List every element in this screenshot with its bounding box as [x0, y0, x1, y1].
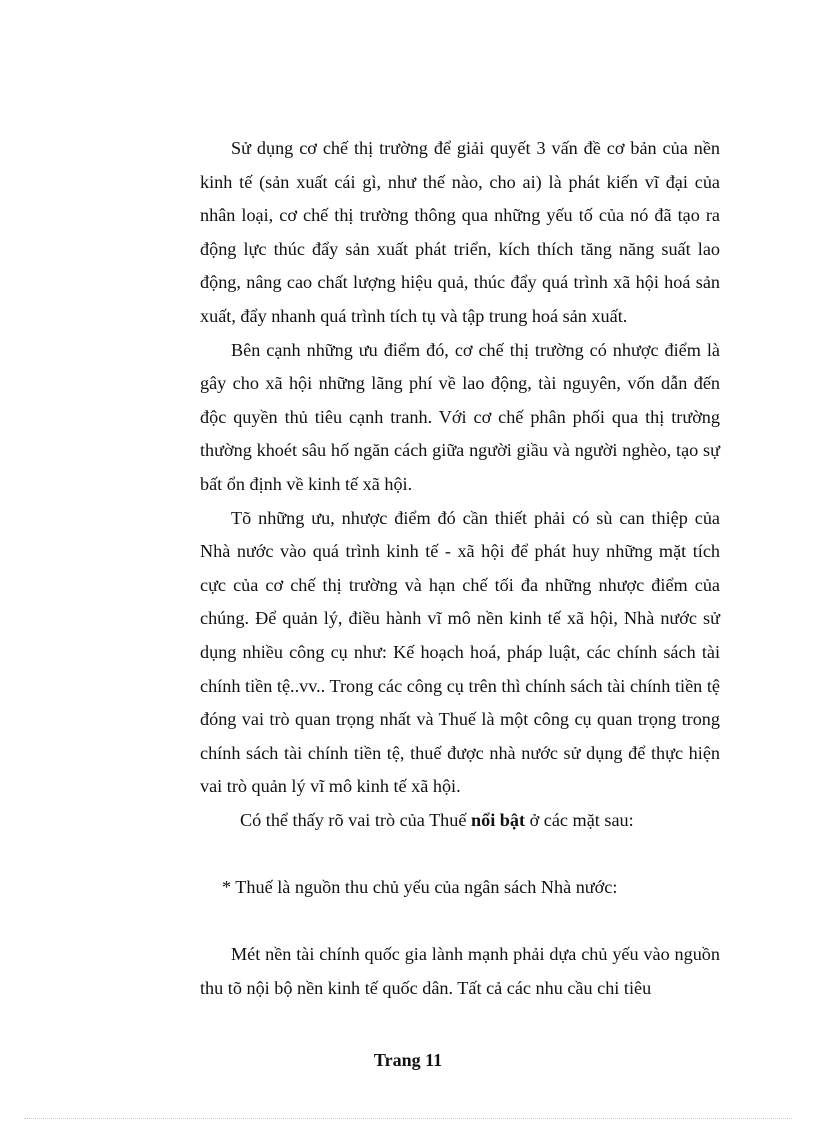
- page-number: Trang 11: [373, 1050, 443, 1070]
- paragraph-market-mechanism: Sử dụng cơ chế thị trường để giải quyết 3 vấn đề cơ bản của nền kinh tế (sản xuất cái gì, như thế nào, cho ai) là phát kiến vĩ đại của nhân loại, cơ chế thị trường thông qua những yếu tố của nó đã tạo ra động lực thúc đẩy sản xuất phát triển, kích thích tăng năng suất lao động, nâng cao chất lượng hiệu quả, thúc đẩy quá trình xã hội hoá sản xuất, đẩy nhanh quá trình tích tụ và tập trung hoá sản xuất.: [200, 138, 720, 326]
- paragraph-national-finance: Mét nền tài chính quốc gia lành mạnh phải dựa chủ yếu vào nguồn thu tõ nội bộ nền kinh tế quốc dân. Tất cả các nhu cầu chi tiêu: [200, 944, 720, 998]
- paragraph-state-intervention: Tõ những ưu, nhược điểm đó cần thiết phải có sù can thiệp của Nhà nước vào quá trình kinh tế - xã hội để phát huy những mặt tích cực của cơ chế thị trường và hạn chế tối đa những nhược điểm của chúng. Để quản lý, điều hành vĩ mô nền kinh tế xã hội, Nhà nước sử dụng nhiều công cụ như: Kế hoạch hoá, pháp luật, các chính sách tài chính tiền tệ..vv.. Trong các công cụ trên thì chính sách tài chính tiền tệ đóng vai trò quan trọng nhất và Thuế là một công cụ quan trọng trong chính sách tài chính tiền tệ, thuế được nhà nước sử dụng để thực hiện vai trò quản lý vĩ mô kinh tế xã hội.: [200, 507, 720, 797]
- blank-line: [200, 905, 720, 939]
- paragraph-market-drawbacks: Bên cạnh những ưu điểm đó, cơ chế thị trường có nhược điểm là gây cho xã hội những lãng phí về lao động, tài nguyên, vốn dẫn đến độc quyền thủ tiêu cạnh tranh. Với cơ chế phân phối qua thị trường thường khoét sâu hố ngăn cách giữa người giầu và người nghèo, tạo sự bất ổn định về kinh tế xã hội.: [200, 339, 720, 494]
- blank-line: [200, 837, 720, 871]
- paragraph-tax-role-intro: [200, 804, 720, 838]
- tax-role-text-start: Có thể thấy rõ vai trò của Thuế: [240, 809, 471, 830]
- page-bottom-divider: [24, 1118, 792, 1119]
- document-body: [200, 132, 720, 1005]
- tax-role-emphasis: nổi bật: [471, 809, 526, 830]
- bullet-tax-revenue-heading: * Thuế là nguồn thu chủ yếu của ngân sách Nhà nước:: [222, 877, 618, 898]
- tax-role-text-end: ở các mặt sau:: [525, 809, 634, 830]
